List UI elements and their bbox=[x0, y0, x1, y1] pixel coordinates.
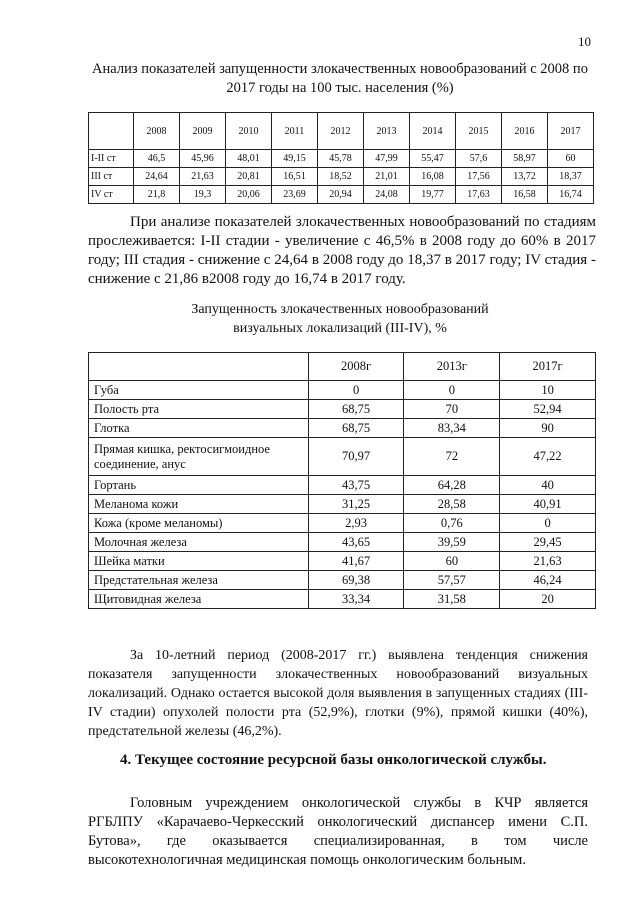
localization-name: Молочная железа bbox=[89, 533, 309, 552]
table-row bbox=[89, 571, 596, 590]
table-cell: 57,6 bbox=[456, 150, 502, 168]
localization-name: Губа bbox=[89, 381, 309, 400]
table-row bbox=[89, 150, 594, 168]
table-cell: 40 bbox=[500, 476, 596, 495]
table-cell: 47,99 bbox=[364, 150, 410, 168]
localization-name: Гортань bbox=[89, 476, 309, 495]
table-cell: 68,75 bbox=[308, 419, 404, 438]
localization-name: Меланома кожи bbox=[89, 495, 309, 514]
table-header-corner bbox=[89, 113, 134, 150]
table-cell: 24,08 bbox=[364, 186, 410, 204]
table-cell: 90 bbox=[500, 419, 596, 438]
localization-name: Шейка матки bbox=[89, 552, 309, 571]
table-cell: 47,22 bbox=[500, 438, 596, 476]
table-cell: 31,58 bbox=[404, 590, 500, 609]
table-cell: 43,65 bbox=[308, 533, 404, 552]
table-cell: 21,63 bbox=[180, 168, 226, 186]
table-cell: 19,3 bbox=[180, 186, 226, 204]
year-header: 2012 bbox=[318, 113, 364, 150]
table-cell: 52,94 bbox=[500, 400, 596, 419]
table-cell: 72 bbox=[404, 438, 500, 476]
column-header: 2017г bbox=[500, 353, 596, 381]
year-header: 2016 bbox=[502, 113, 548, 150]
year-header: 2013 bbox=[364, 113, 410, 150]
table-cell: 19,77 bbox=[410, 186, 456, 204]
table-cell: 0 bbox=[500, 514, 596, 533]
table2-title bbox=[120, 300, 560, 338]
table-row bbox=[89, 552, 596, 571]
stage-label: III ст bbox=[89, 168, 134, 186]
table-cell: 20,06 bbox=[226, 186, 272, 204]
table-cell: 18,52 bbox=[318, 168, 364, 186]
stage-label: IV ст bbox=[89, 186, 134, 204]
table-cell: 58,97 bbox=[502, 150, 548, 168]
staging-table bbox=[88, 112, 594, 204]
localization-name: Полость рта bbox=[89, 400, 309, 419]
table-cell: 48,01 bbox=[226, 150, 272, 168]
table-cell: 46,5 bbox=[134, 150, 180, 168]
paragraph-stage-analysis bbox=[88, 213, 596, 289]
localization-name: Глотка bbox=[89, 419, 309, 438]
column-header: 2008г bbox=[308, 353, 404, 381]
table-cell: 68,75 bbox=[308, 400, 404, 419]
table-cell: 2,93 bbox=[308, 514, 404, 533]
table-cell: 40,91 bbox=[500, 495, 596, 514]
table2-title-line2: визуальных локализаций (III-IV), % bbox=[233, 321, 447, 336]
localization-name: Щитовидная железа bbox=[89, 590, 309, 609]
table-cell: 43,75 bbox=[308, 476, 404, 495]
stage-label: I-II ст bbox=[89, 150, 134, 168]
table-header-row bbox=[89, 113, 594, 150]
table-header-row bbox=[89, 353, 596, 381]
table-cell: 20,94 bbox=[318, 186, 364, 204]
table-cell: 16,58 bbox=[502, 186, 548, 204]
table-cell: 41,67 bbox=[308, 552, 404, 571]
table-cell: 0 bbox=[308, 381, 404, 400]
localization-name: Предстательная железа bbox=[89, 571, 309, 590]
table-cell: 29,45 bbox=[500, 533, 596, 552]
paragraph-text: Головным учреждением онкологической службы в КЧР является РГБЛПУ «Карачаево-Черкесский онкологический диспансер имени С.П. Бутова», где оказывается специализированная, в том числе высокотехнологичная медицинская помощь онкологическим больным. bbox=[88, 795, 588, 868]
table-cell: 28,58 bbox=[404, 495, 500, 514]
table-cell: 55,47 bbox=[410, 150, 456, 168]
table-cell: 16,74 bbox=[548, 186, 594, 204]
page-number: 10 bbox=[578, 34, 591, 49]
table-cell: 83,34 bbox=[404, 419, 500, 438]
table-row bbox=[89, 419, 596, 438]
table-cell: 70 bbox=[404, 400, 500, 419]
table-cell: 16,51 bbox=[272, 168, 318, 186]
table1-title: Анализ показателей запущенности злокачественных новообразований с 2008 по 2017 годы на 100 тыс. населения (%) bbox=[92, 61, 588, 96]
table-cell: 13,72 bbox=[502, 168, 548, 186]
table-row bbox=[89, 400, 596, 419]
year-header: 2017 bbox=[548, 113, 594, 150]
table-cell: 10 bbox=[500, 381, 596, 400]
table-cell: 20 bbox=[500, 590, 596, 609]
table-cell: 24,64 bbox=[134, 168, 180, 186]
column-header bbox=[89, 353, 309, 381]
table-cell: 49,15 bbox=[272, 150, 318, 168]
table-row bbox=[89, 514, 596, 533]
paragraph-trend bbox=[88, 646, 588, 741]
table-row bbox=[89, 495, 596, 514]
table-cell: 70,97 bbox=[308, 438, 404, 476]
localization-name: Прямая кишка, ректосигмоидное соединение, анус bbox=[89, 438, 309, 476]
table-cell: 23,69 bbox=[272, 186, 318, 204]
year-header: 2011 bbox=[272, 113, 318, 150]
table-cell: 64,28 bbox=[404, 476, 500, 495]
table-cell: 57,57 bbox=[404, 571, 500, 590]
table-row bbox=[89, 168, 594, 186]
year-header: 2010 bbox=[226, 113, 272, 150]
table-row bbox=[89, 438, 596, 476]
visual-localizations-table bbox=[88, 352, 596, 609]
column-header: 2013г bbox=[404, 353, 500, 381]
table-cell: 39,59 bbox=[404, 533, 500, 552]
table-row bbox=[89, 381, 596, 400]
year-header: 2009 bbox=[180, 113, 226, 150]
table-cell: 20,81 bbox=[226, 168, 272, 186]
table-row bbox=[89, 186, 594, 204]
table-cell: 16,08 bbox=[410, 168, 456, 186]
table2-title-line1: Запущенность злокачественных новообразований bbox=[191, 302, 489, 317]
table-row bbox=[89, 533, 596, 552]
table-cell: 18,37 bbox=[548, 168, 594, 186]
table-cell: 17,56 bbox=[456, 168, 502, 186]
table-row bbox=[89, 476, 596, 495]
table-cell: 60 bbox=[548, 150, 594, 168]
paragraph-text: При анализе показателей злокачественных новообразований по стадиям прослеживается: I-II стадии - увеличение с 46,5% в 2008 году до 60% в 2017 году; III стадия - снижение с 24,64 в 2008 году до 18,37 в 2017 году; IV стадия - снижение с 21,86 в2008 году до 16,74 в 2017 году. bbox=[88, 214, 596, 287]
table-cell: 33,34 bbox=[308, 590, 404, 609]
table-cell: 31,25 bbox=[308, 495, 404, 514]
table-cell: 21,63 bbox=[500, 552, 596, 571]
table-cell: 45,96 bbox=[180, 150, 226, 168]
table-cell: 0,76 bbox=[404, 514, 500, 533]
year-header: 2014 bbox=[410, 113, 456, 150]
section-heading: 4. Текущее состояние ресурсной базы онкологической службы. bbox=[120, 752, 547, 768]
paragraph-resource-base bbox=[88, 794, 588, 870]
table-cell: 69,38 bbox=[308, 571, 404, 590]
table-cell: 0 bbox=[404, 381, 500, 400]
table-cell: 60 bbox=[404, 552, 500, 571]
paragraph-text: За 10-летний период (2008-2017 гг.) выявлена тенденция снижения показателя запущенности злокачественных новообразований визуальных локализаций. Однако остается высокой доля выявления в запущенных стадиях (III-IV стадии) опухолей полости рта (52,9%), глотки (9%), прямой кишки (40%), предстательной железы (46,2%). bbox=[88, 648, 588, 739]
table-row bbox=[89, 590, 596, 609]
table-cell: 17,63 bbox=[456, 186, 502, 204]
year-header: 2015 bbox=[456, 113, 502, 150]
table-cell: 21,8 bbox=[134, 186, 180, 204]
localization-name: Кожа (кроме меланомы) bbox=[89, 514, 309, 533]
table-cell: 45,78 bbox=[318, 150, 364, 168]
table-cell: 21,01 bbox=[364, 168, 410, 186]
year-header: 2008 bbox=[134, 113, 180, 150]
table-cell: 46,24 bbox=[500, 571, 596, 590]
